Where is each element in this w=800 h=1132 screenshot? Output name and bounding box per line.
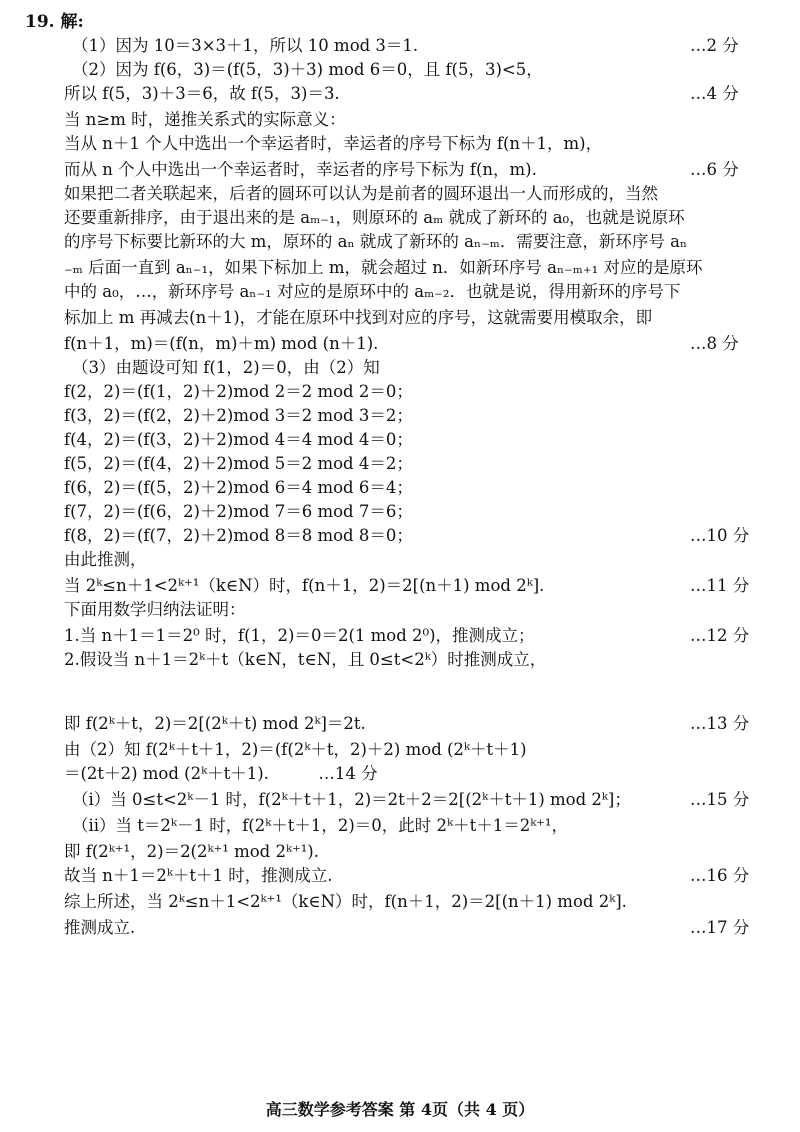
solution-line: 即 f(2ᵏ＋t，2)＝2[(2ᵏ＋t) mod 2ᵏ]＝2t. xyxy=(64,714,366,733)
solution-line: 2.假设当 n＋1＝2ᵏ＋t（k∈N，t∈N，且 0≤t<2ᵏ）时推测成立， xyxy=(64,650,547,669)
solution-line: 的序号下标要比新环的大 m，原环的 aₙ 就成了新环的 aₙ₋ₘ．需要注意，新环序号 aₙ xyxy=(64,232,688,251)
score-mark: …4 分 xyxy=(690,84,739,103)
solution-line: （ⅱ）当 t＝2ᵏ－1 时，f(2ᵏ＋t＋1，2)＝0，此时 2ᵏ＋t＋1＝2ᵏ⁺¹， xyxy=(72,816,569,835)
solution-line: 当 n≥m 时，递推关系式的实际意义： xyxy=(64,110,346,129)
score-mark: …16 分 xyxy=(690,866,750,885)
solution-line: （ⅰ）当 0≤t<2ᵏ－1 时，f(2ᵏ＋t＋1，2)＝2t＋2＝2[(2ᵏ＋t＋1) mod 2ᵏ]； xyxy=(72,790,631,809)
solution-line: 中的 a₀，…，新环序号 aₙ₋₁ 对应的是原环中的 aₘ₋₂．也就是说，得用新环的序号下 xyxy=(64,282,681,301)
solution-line: （2）因为 f(6，3)＝(f(5，3)＋3) mod 6＝0，且 f(5，3)<5， xyxy=(72,60,543,79)
problem-heading: 19. 解: xyxy=(25,12,84,32)
score-mark: …13 分 xyxy=(690,714,750,733)
score-mark: …15 分 xyxy=(690,790,750,809)
solution-line: 而从 n 个人中选出一个幸运者时，幸运者的序号下标为 f(n，m). xyxy=(64,160,537,179)
solution-line: f(2，2)＝(f(1，2)＋2)mod 2＝2 mod 2＝0； xyxy=(64,382,413,401)
solution-line: 由此推测， xyxy=(64,550,147,569)
solution-line: f(7，2)＝(f(6，2)＋2)mod 7＝6 mod 7＝6； xyxy=(64,502,413,521)
solution-line: 综上所述，当 2ᵏ≤n＋1<2ᵏ⁺¹（k∈N）时，f(n＋1，2)＝2[(n＋1) mod 2ᵏ]. xyxy=(64,892,627,911)
page-footer: 高三数学参考答案 第 4页（共 4 页） xyxy=(265,1100,535,1119)
solution-line: 1.当 n＋1＝1＝2⁰ 时，f(1，2)＝0＝2(1 mod 2⁰)，推测成立； xyxy=(64,626,535,645)
solution-line: 还要重新排序，由于退出来的是 aₘ₋₁，则原环的 aₘ 就成了新环的 a₀，也就是说原环 xyxy=(64,208,685,227)
score-mark: …8 分 xyxy=(690,334,739,353)
score-mark: …11 分 xyxy=(690,576,750,595)
solution-line: 推测成立. xyxy=(64,918,136,937)
solution-line: f(n＋1，m)＝(f(n，m)＋m) mod (n＋1). xyxy=(64,334,379,353)
solution-line: f(5，2)＝(f(4，2)＋2)mod 5＝2 mod 4＝2； xyxy=(64,454,413,473)
solution-line: f(8，2)＝(f(7，2)＋2)mod 8＝8 mod 8＝0； xyxy=(64,526,413,545)
score-mark: …12 分 xyxy=(690,626,750,645)
solution-line: 如果把二者关联起来，后者的圆环可以认为是前者的圆环退出一人而形成的，当然 xyxy=(64,184,658,203)
solution-line: （3）由题设可知 f(1，2)＝0，由（2）知 xyxy=(72,358,380,377)
solution-line: ₋ₘ 后面一直到 aₙ₋₁，如果下标加上 m，就会超过 n．如新环序号 aₙ₋ₘ₊₁ 对应的是原环 xyxy=(64,258,703,277)
solution-line: 所以 f(5，3)＋3＝6，故 f(5，3)＝3. xyxy=(64,84,340,103)
score-mark: …2 分 xyxy=(690,36,739,55)
score-mark: …6 分 xyxy=(690,160,739,179)
solution-line: 由（2）知 f(2ᵏ＋t＋1，2)＝(f(2ᵏ＋t，2)＋2) mod (2ᵏ＋t＋1) xyxy=(64,740,527,759)
solution-line: 下面用数学归纳法证明： xyxy=(64,600,246,619)
solution-line: f(4，2)＝(f(3，2)＋2)mod 4＝4 mod 4＝0； xyxy=(64,430,413,449)
solution-line: f(6，2)＝(f(5，2)＋2)mod 6＝4 mod 6＝4； xyxy=(64,478,413,497)
score-mark: …10 分 xyxy=(690,526,750,545)
solution-line: 标加上 m 再减去(n＋1)，才能在原环中找到对应的序号，这就需要用模取余，即 xyxy=(64,308,653,327)
score-mark: …17 分 xyxy=(690,918,750,937)
solution-line: 即 f(2ᵏ⁺¹，2)＝2(2ᵏ⁺¹ mod 2ᵏ⁺¹). xyxy=(64,842,319,861)
solution-line: （1）因为 10＝3×3＋1，所以 10 mod 3＝1. xyxy=(72,36,419,55)
solution-line: 当从 n＋1 个人中选出一个幸运者时，幸运者的序号下标为 f(n＋1，m)， xyxy=(64,134,603,153)
solution-line: f(3，2)＝(f(2，2)＋2)mod 3＝2 mod 3＝2； xyxy=(64,406,413,425)
solution-line: ＝(2t＋2) mod (2ᵏ＋t＋1). …14 分 xyxy=(64,764,378,783)
solution-line: 当 2ᵏ≤n＋1<2ᵏ⁺¹（k∈N）时，f(n＋1，2)＝2[(n＋1) mod 2ᵏ]. xyxy=(64,576,545,595)
solution-line: 故当 n＋1＝2ᵏ＋t＋1 时，推测成立. xyxy=(64,866,333,885)
